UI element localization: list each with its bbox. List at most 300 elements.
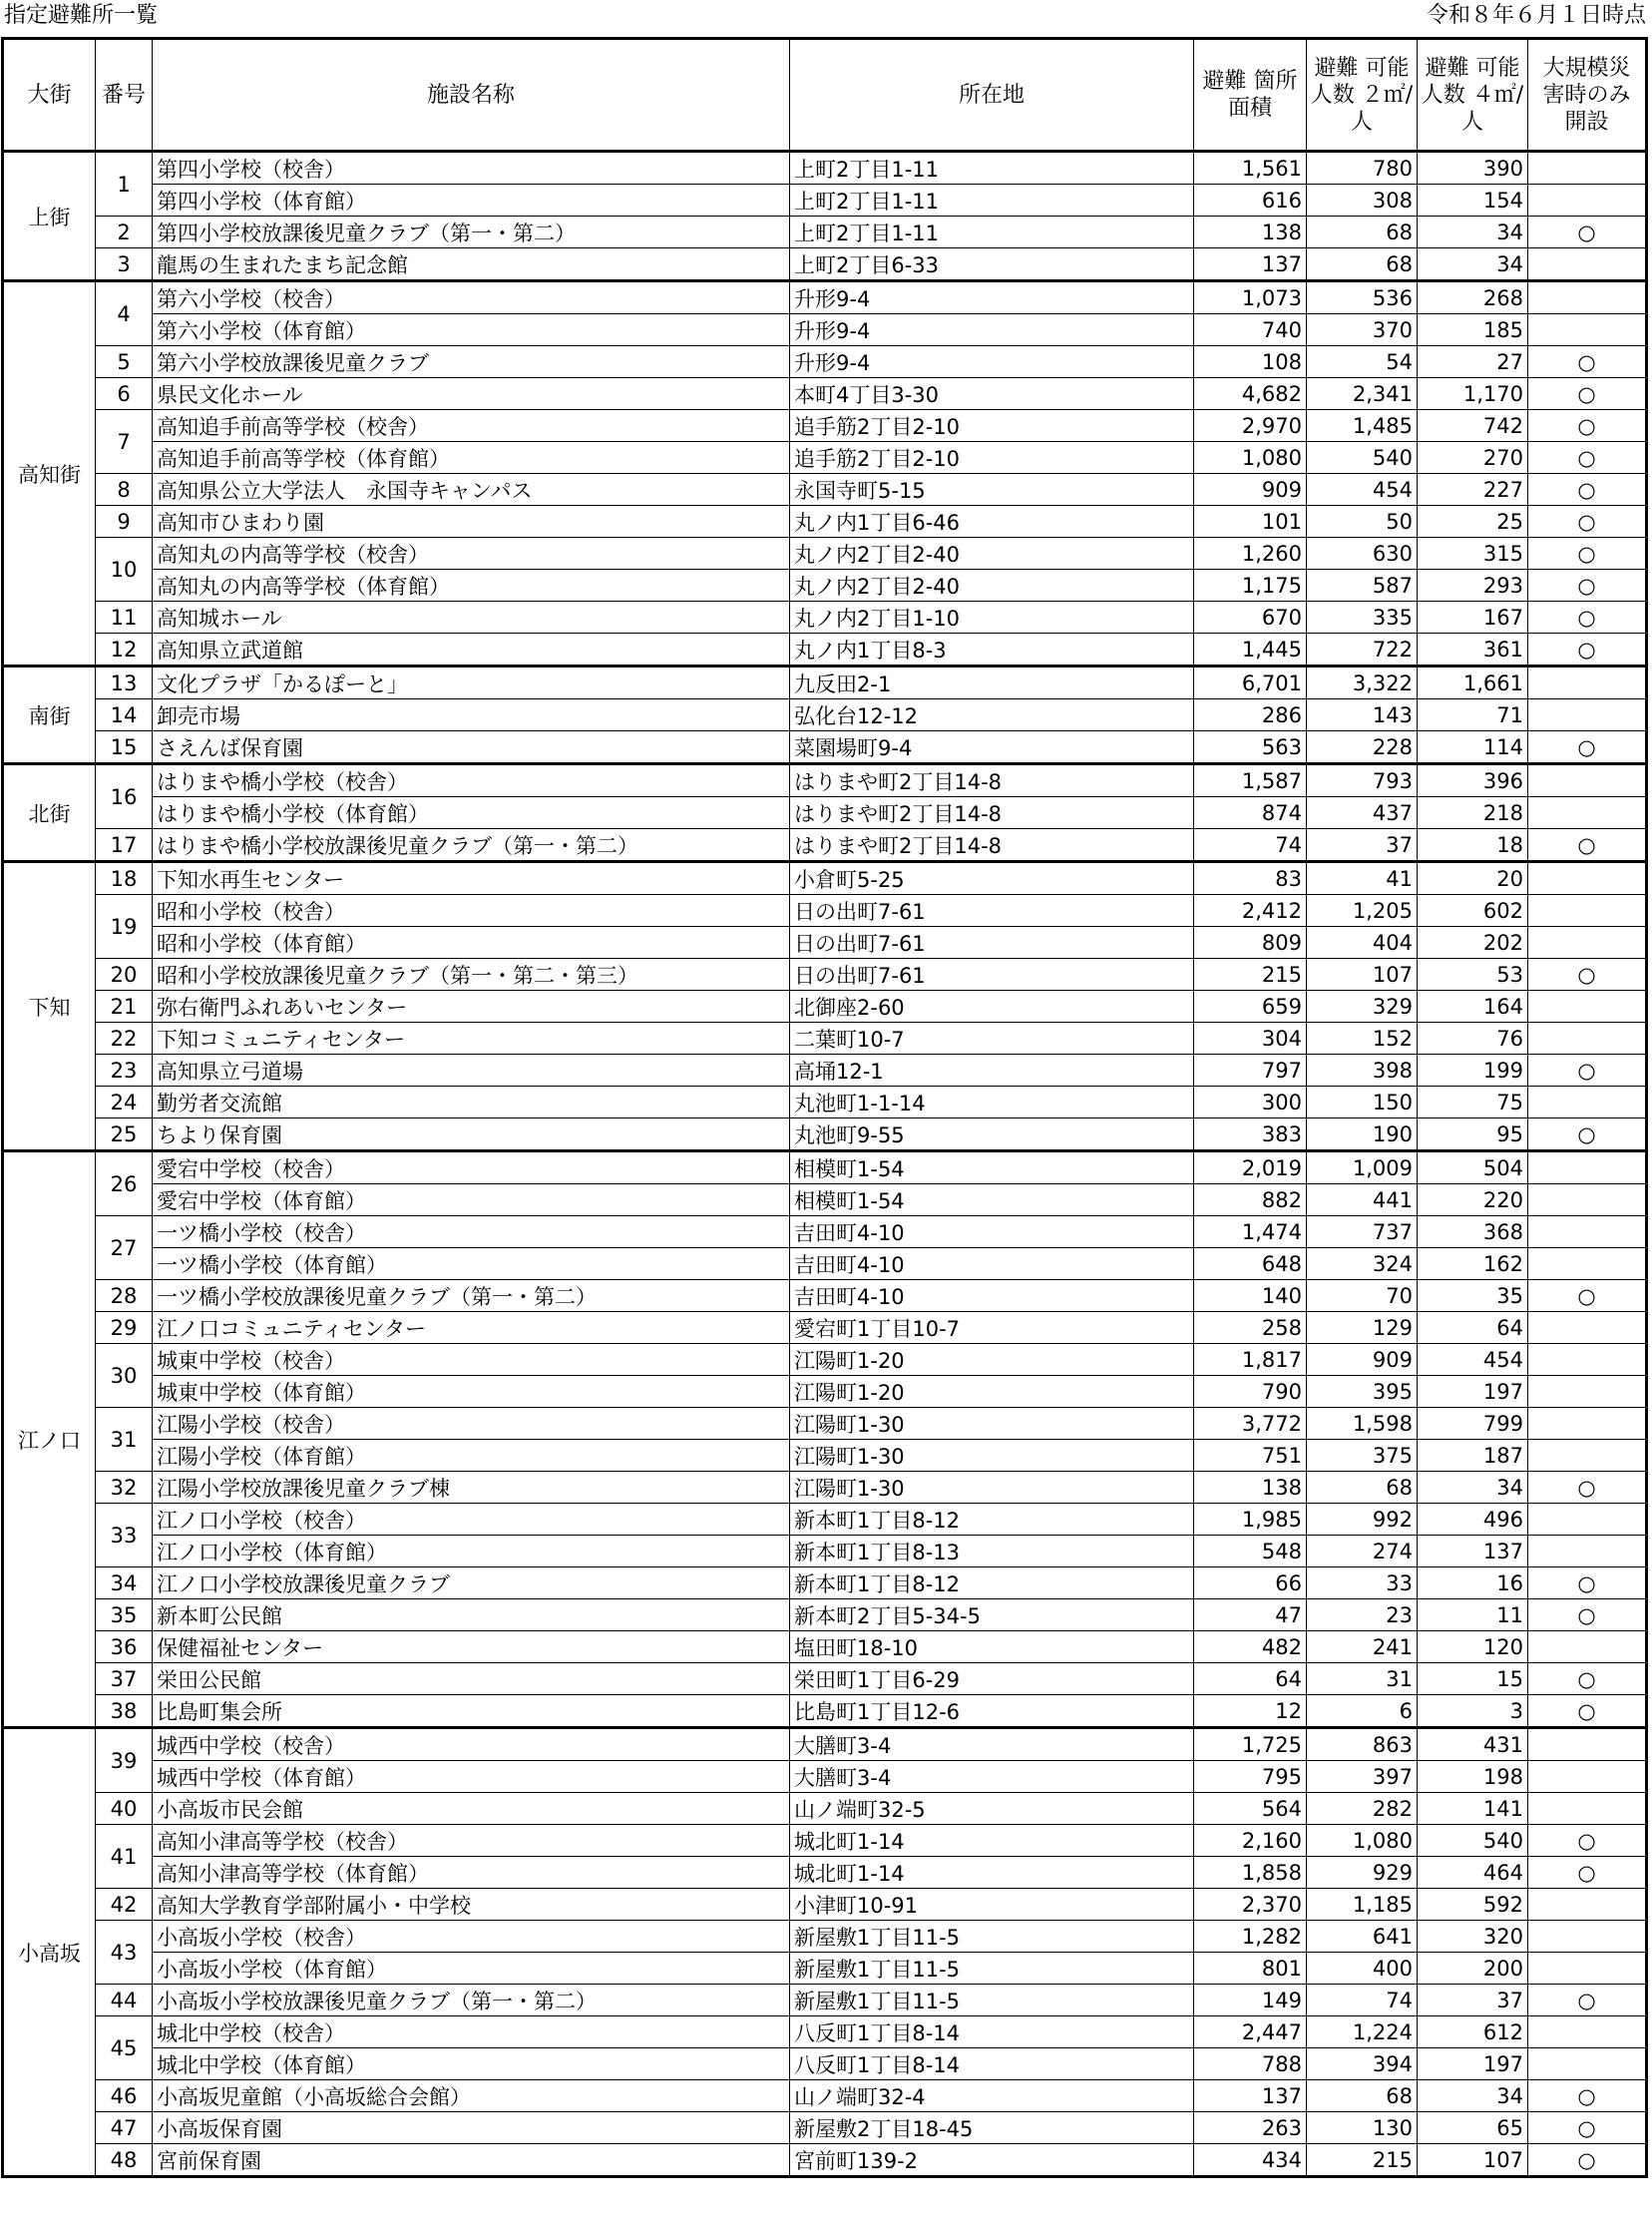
facility-name: 高知県立弓道場 xyxy=(153,1055,790,1087)
facility-name: 高知小津高等学校（校舎） xyxy=(153,1825,790,1857)
large-disaster-only-mark: ○ xyxy=(1528,506,1647,538)
large-disaster-only-mark: ○ xyxy=(1528,731,1647,764)
shelter-number: 2 xyxy=(96,217,153,248)
capacity-2sqm: 1,080 xyxy=(1307,1825,1418,1857)
table-row xyxy=(3,1663,1647,1695)
capacity-2sqm: 70 xyxy=(1307,1280,1418,1312)
facility-address: 日の出町7-61 xyxy=(790,895,1194,927)
capacity-2sqm: 540 xyxy=(1307,442,1418,474)
table-row xyxy=(3,1953,1647,1985)
shelter-area: 300 xyxy=(1194,1087,1307,1118)
shelter-number: 10 xyxy=(96,538,153,602)
capacity-2sqm: 50 xyxy=(1307,506,1418,538)
facility-name: 城西中学校（体育館） xyxy=(153,1761,790,1793)
facility-address: 塩田町18-10 xyxy=(790,1631,1194,1663)
shelter-number: 23 xyxy=(96,1055,153,1087)
table-row xyxy=(3,185,1647,217)
table-row xyxy=(3,410,1647,442)
capacity-2sqm: 68 xyxy=(1307,217,1418,248)
shelter-area: 809 xyxy=(1194,927,1307,959)
capacity-4sqm: 27 xyxy=(1418,346,1528,378)
capacity-2sqm: 335 xyxy=(1307,602,1418,634)
large-disaster-only-mark: ○ xyxy=(1528,1599,1647,1631)
facility-address: 新屋敷1丁目11-5 xyxy=(790,1921,1194,1953)
capacity-4sqm: 187 xyxy=(1418,1440,1528,1472)
table-row xyxy=(3,1728,1647,1761)
capacity-2sqm: 107 xyxy=(1307,959,1418,991)
facility-address: 丸池町1-1-14 xyxy=(790,1087,1194,1118)
facility-name: 新本町公民館 xyxy=(153,1599,790,1631)
capacity-2sqm: 3,322 xyxy=(1307,667,1418,699)
capacity-4sqm: 390 xyxy=(1418,152,1528,185)
district-cell: 小高坂 xyxy=(3,1728,96,2177)
facility-address: 城北町1-14 xyxy=(790,1857,1194,1889)
large-disaster-only-mark xyxy=(1528,281,1647,314)
shelter-number: 12 xyxy=(96,634,153,667)
shelter-number: 19 xyxy=(96,895,153,959)
table-row xyxy=(3,152,1647,185)
large-disaster-only-mark: ○ xyxy=(1528,602,1647,634)
facility-name: 第四小学校放課後児童クラブ（第一・第二） xyxy=(153,217,790,248)
capacity-4sqm: 202 xyxy=(1418,927,1528,959)
facility-name: ちより保育園 xyxy=(153,1118,790,1151)
shelter-area: 1,175 xyxy=(1194,570,1307,602)
shelter-area: 670 xyxy=(1194,602,1307,634)
capacity-4sqm: 120 xyxy=(1418,1631,1528,1663)
as-of-date: 令和８年６月１日時点 xyxy=(1426,3,1646,28)
capacity-4sqm: 361 xyxy=(1418,634,1528,667)
capacity-2sqm: 33 xyxy=(1307,1567,1418,1599)
large-disaster-only-mark xyxy=(1528,1151,1647,1184)
capacity-2sqm: 641 xyxy=(1307,1921,1418,1953)
facility-name: 愛宕中学校（校舎） xyxy=(153,1151,790,1184)
table-row xyxy=(3,2048,1647,2080)
facility-name: 小高坂保育園 xyxy=(153,2112,790,2144)
large-disaster-only-mark xyxy=(1528,1631,1647,1663)
capacity-4sqm: 3 xyxy=(1418,1695,1528,1728)
capacity-2sqm: 129 xyxy=(1307,1312,1418,1344)
shelter-number: 16 xyxy=(96,764,153,829)
shelter-area: 108 xyxy=(1194,346,1307,378)
large-disaster-only-mark: ○ xyxy=(1528,217,1647,248)
capacity-4sqm: 141 xyxy=(1418,1793,1528,1825)
facility-address: 升形9-4 xyxy=(790,314,1194,346)
col-capacity-2sqm-header: 避難 可能人数 ２㎡/人 xyxy=(1307,39,1418,152)
large-disaster-only-mark xyxy=(1528,1216,1647,1248)
capacity-4sqm: 15 xyxy=(1418,1663,1528,1695)
shelter-area: 1,725 xyxy=(1194,1728,1307,1761)
large-disaster-only-mark: ○ xyxy=(1528,1695,1647,1728)
facility-name: 江陽小学校（体育館） xyxy=(153,1440,790,1472)
table-row xyxy=(3,862,1647,895)
capacity-2sqm: 308 xyxy=(1307,185,1418,217)
facility-name: 高知追手前高等学校（校舎） xyxy=(153,410,790,442)
facility-name: 小高坂小学校（体育館） xyxy=(153,1953,790,1985)
capacity-4sqm: 198 xyxy=(1418,1761,1528,1793)
shelter-number: 36 xyxy=(96,1631,153,1663)
table-row xyxy=(3,378,1647,410)
capacity-4sqm: 218 xyxy=(1418,797,1528,829)
large-disaster-only-mark xyxy=(1528,764,1647,797)
shelter-area: 788 xyxy=(1194,2048,1307,2080)
facility-address: 愛宕町1丁目10-7 xyxy=(790,1312,1194,1344)
table-row xyxy=(3,346,1647,378)
capacity-2sqm: 190 xyxy=(1307,1118,1418,1151)
shelter-area: 12 xyxy=(1194,1695,1307,1728)
large-disaster-only-mark: ○ xyxy=(1528,1663,1647,1695)
large-disaster-only-mark: ○ xyxy=(1528,1857,1647,1889)
capacity-2sqm: 1,185 xyxy=(1307,1889,1418,1921)
shelter-area: 137 xyxy=(1194,2080,1307,2112)
table-row xyxy=(3,217,1647,248)
capacity-4sqm: 612 xyxy=(1418,2016,1528,2048)
capacity-2sqm: 1,598 xyxy=(1307,1408,1418,1440)
capacity-2sqm: 395 xyxy=(1307,1376,1418,1408)
capacity-2sqm: 370 xyxy=(1307,314,1418,346)
shelter-number: 33 xyxy=(96,1504,153,1567)
capacity-4sqm: 114 xyxy=(1418,731,1528,764)
large-disaster-only-mark: ○ xyxy=(1528,474,1647,506)
large-disaster-only-mark: ○ xyxy=(1528,829,1647,862)
capacity-2sqm: 329 xyxy=(1307,991,1418,1023)
capacity-2sqm: 737 xyxy=(1307,1216,1418,1248)
large-disaster-only-mark xyxy=(1528,1344,1647,1376)
large-disaster-only-mark: ○ xyxy=(1528,1825,1647,1857)
large-disaster-only-mark: ○ xyxy=(1528,378,1647,410)
capacity-2sqm: 454 xyxy=(1307,474,1418,506)
shelter-area: 648 xyxy=(1194,1248,1307,1280)
facility-name: 高知丸の内高等学校（校舎） xyxy=(153,538,790,570)
table-row xyxy=(3,314,1647,346)
capacity-4sqm: 227 xyxy=(1418,474,1528,506)
shelter-area: 1,858 xyxy=(1194,1857,1307,1889)
capacity-4sqm: 137 xyxy=(1418,1536,1528,1567)
facility-address: 上町2丁目6-33 xyxy=(790,248,1194,281)
table-row xyxy=(3,2144,1647,2177)
table-row xyxy=(3,1055,1647,1087)
capacity-2sqm: 722 xyxy=(1307,634,1418,667)
facility-address: 山ノ端町32-4 xyxy=(790,2080,1194,2112)
table-row xyxy=(3,1761,1647,1793)
capacity-2sqm: 536 xyxy=(1307,281,1418,314)
capacity-4sqm: 107 xyxy=(1418,2144,1528,2177)
capacity-4sqm: 602 xyxy=(1418,895,1528,927)
shelter-number: 26 xyxy=(96,1151,153,1216)
facility-name: 宮前保育園 xyxy=(153,2144,790,2177)
capacity-2sqm: 282 xyxy=(1307,1793,1418,1825)
facility-name: 高知大学教育学部附属小・中学校 xyxy=(153,1889,790,1921)
shelter-area: 563 xyxy=(1194,731,1307,764)
capacity-4sqm: 293 xyxy=(1418,570,1528,602)
facility-address: 追手筋2丁目2-10 xyxy=(790,410,1194,442)
capacity-4sqm: 1,661 xyxy=(1418,667,1528,699)
facility-name: 高知県公立大学法人 永国寺キャンパス xyxy=(153,474,790,506)
capacity-4sqm: 71 xyxy=(1418,699,1528,731)
facility-name: 第四小学校（校舎） xyxy=(153,152,790,185)
large-disaster-only-mark xyxy=(1528,1504,1647,1536)
shelter-area: 149 xyxy=(1194,1985,1307,2016)
capacity-4sqm: 34 xyxy=(1418,248,1528,281)
shelter-area: 383 xyxy=(1194,1118,1307,1151)
shelter-area: 2,412 xyxy=(1194,895,1307,927)
facility-address: 吉田町4-10 xyxy=(790,1280,1194,1312)
capacity-4sqm: 34 xyxy=(1418,2080,1528,2112)
facility-name: 江陽小学校（校舎） xyxy=(153,1408,790,1440)
shelter-number: 28 xyxy=(96,1280,153,1312)
facility-address: 永国寺町5-15 xyxy=(790,474,1194,506)
facility-address: 小倉町5-25 xyxy=(790,862,1194,895)
shelter-number: 46 xyxy=(96,2080,153,2112)
col-address-header: 所在地 xyxy=(790,39,1194,152)
capacity-4sqm: 11 xyxy=(1418,1599,1528,1631)
facility-name: 勤労者交流館 xyxy=(153,1087,790,1118)
large-disaster-only-mark xyxy=(1528,1440,1647,1472)
facility-name: 城東中学校（体育館） xyxy=(153,1376,790,1408)
table-row xyxy=(3,1889,1647,1921)
shelter-area: 137 xyxy=(1194,248,1307,281)
shelter-area: 874 xyxy=(1194,797,1307,829)
facility-address: 比島町1丁目12-6 xyxy=(790,1695,1194,1728)
capacity-2sqm: 1,205 xyxy=(1307,895,1418,927)
table-row xyxy=(3,1312,1647,1344)
district-cell: 上街 xyxy=(3,152,96,281)
shelter-area: 1,282 xyxy=(1194,1921,1307,1953)
table-row xyxy=(3,1536,1647,1567)
large-disaster-only-mark xyxy=(1528,248,1647,281)
capacity-4sqm: 197 xyxy=(1418,2048,1528,2080)
facility-address: 新本町1丁目8-12 xyxy=(790,1567,1194,1599)
shelter-number: 40 xyxy=(96,1793,153,1825)
facility-name: 江ノ口小学校放課後児童クラブ xyxy=(153,1567,790,1599)
facility-name: 文化プラザ「かるぽーと」 xyxy=(153,667,790,699)
large-disaster-only-mark: ○ xyxy=(1528,1280,1647,1312)
large-disaster-only-mark xyxy=(1528,927,1647,959)
table-row xyxy=(3,1921,1647,1953)
shelter-number: 6 xyxy=(96,378,153,410)
shelter-number: 13 xyxy=(96,667,153,699)
facility-address: はりまや町2丁目14-8 xyxy=(790,764,1194,797)
shelter-area: 1,985 xyxy=(1194,1504,1307,1536)
shelter-number: 17 xyxy=(96,829,153,862)
table-row xyxy=(3,667,1647,699)
table-row xyxy=(3,991,1647,1023)
facility-address: 新屋敷1丁目11-5 xyxy=(790,1985,1194,2016)
capacity-4sqm: 592 xyxy=(1418,1889,1528,1921)
facility-address: 日の出町7-61 xyxy=(790,927,1194,959)
capacity-2sqm: 241 xyxy=(1307,1631,1418,1663)
shelter-area: 1,073 xyxy=(1194,281,1307,314)
shelter-area: 258 xyxy=(1194,1312,1307,1344)
facility-address: 江陽町1-30 xyxy=(790,1408,1194,1440)
table-row xyxy=(3,1631,1647,1663)
shelter-area: 140 xyxy=(1194,1280,1307,1312)
capacity-4sqm: 65 xyxy=(1418,2112,1528,2144)
large-disaster-only-mark: ○ xyxy=(1528,2080,1647,2112)
capacity-2sqm: 41 xyxy=(1307,862,1418,895)
capacity-4sqm: 199 xyxy=(1418,1055,1528,1087)
shelter-number: 25 xyxy=(96,1118,153,1151)
facility-address: 丸池町9-55 xyxy=(790,1118,1194,1151)
shelter-number: 31 xyxy=(96,1408,153,1472)
facility-address: 江陽町1-30 xyxy=(790,1472,1194,1504)
shelter-area: 751 xyxy=(1194,1440,1307,1472)
table-row xyxy=(3,1793,1647,1825)
shelter-number: 7 xyxy=(96,410,153,474)
shelter-area: 2,447 xyxy=(1194,2016,1307,2048)
facility-address: 新本町2丁目5-34-5 xyxy=(790,1599,1194,1631)
large-disaster-only-mark xyxy=(1528,1793,1647,1825)
shelter-table xyxy=(1,37,1648,2178)
facility-name: 城東中学校（校舎） xyxy=(153,1344,790,1376)
facility-name: 第四小学校（体育館） xyxy=(153,185,790,217)
capacity-4sqm: 167 xyxy=(1418,602,1528,634)
capacity-4sqm: 504 xyxy=(1418,1151,1528,1184)
shelter-number: 48 xyxy=(96,2144,153,2177)
capacity-4sqm: 16 xyxy=(1418,1567,1528,1599)
facility-name: 保健福祉センター xyxy=(153,1631,790,1663)
shelter-number: 44 xyxy=(96,1985,153,2016)
capacity-4sqm: 464 xyxy=(1418,1857,1528,1889)
facility-name: 下知コミュニティセンター xyxy=(153,1023,790,1055)
large-disaster-only-mark xyxy=(1528,2016,1647,2048)
facility-name: 昭和小学校（体育館） xyxy=(153,927,790,959)
district-cell: 下知 xyxy=(3,862,96,1151)
capacity-2sqm: 143 xyxy=(1307,699,1418,731)
large-disaster-only-mark xyxy=(1528,1953,1647,1985)
facility-name: 栄田公民館 xyxy=(153,1663,790,1695)
facility-address: 北御座2-60 xyxy=(790,991,1194,1023)
capacity-4sqm: 20 xyxy=(1418,862,1528,895)
facility-address: 丸ノ内2丁目2-40 xyxy=(790,538,1194,570)
large-disaster-only-mark: ○ xyxy=(1528,1985,1647,2016)
shelter-area: 1,474 xyxy=(1194,1216,1307,1248)
facility-address: 上町2丁目1-11 xyxy=(790,152,1194,185)
facility-name: 愛宕中学校（体育館） xyxy=(153,1184,790,1216)
shelter-number: 47 xyxy=(96,2112,153,2144)
large-disaster-only-mark: ○ xyxy=(1528,959,1647,991)
capacity-2sqm: 215 xyxy=(1307,2144,1418,2177)
large-disaster-only-mark xyxy=(1528,185,1647,217)
capacity-2sqm: 437 xyxy=(1307,797,1418,829)
large-disaster-only-mark xyxy=(1528,1536,1647,1567)
capacity-4sqm: 220 xyxy=(1418,1184,1528,1216)
capacity-2sqm: 929 xyxy=(1307,1857,1418,1889)
shelter-number: 20 xyxy=(96,959,153,991)
facility-name: 昭和小学校放課後児童クラブ（第一・第二・第三） xyxy=(153,959,790,991)
large-disaster-only-mark xyxy=(1528,797,1647,829)
capacity-4sqm: 164 xyxy=(1418,991,1528,1023)
shelter-number: 5 xyxy=(96,346,153,378)
shelter-number: 34 xyxy=(96,1567,153,1599)
table-row xyxy=(3,1376,1647,1408)
shelter-area: 3,772 xyxy=(1194,1408,1307,1440)
facility-address: 丸ノ内2丁目1-10 xyxy=(790,602,1194,634)
facility-name: 第六小学校放課後児童クラブ xyxy=(153,346,790,378)
large-disaster-only-mark xyxy=(1528,152,1647,185)
col-number-header: 番号 xyxy=(96,39,153,152)
facility-address: 二葉町10-7 xyxy=(790,1023,1194,1055)
facility-name: 一ツ橋小学校（校舎） xyxy=(153,1216,790,1248)
facility-address: 日の出町7-61 xyxy=(790,959,1194,991)
table-row xyxy=(3,634,1647,667)
capacity-2sqm: 150 xyxy=(1307,1087,1418,1118)
table-row xyxy=(3,1599,1647,1631)
facility-address: 九反田2-1 xyxy=(790,667,1194,699)
shelter-area: 263 xyxy=(1194,2112,1307,2144)
shelter-area: 2,970 xyxy=(1194,410,1307,442)
page-title: 指定避難所一覧 xyxy=(4,3,159,28)
shelter-area: 83 xyxy=(1194,862,1307,895)
facility-address: 新本町1丁目8-12 xyxy=(790,1504,1194,1536)
facility-address: 相模町1-54 xyxy=(790,1151,1194,1184)
capacity-2sqm: 992 xyxy=(1307,1504,1418,1536)
facility-address: 相模町1-54 xyxy=(790,1184,1194,1216)
table-row xyxy=(3,474,1647,506)
table-row xyxy=(3,2112,1647,2144)
shelter-area: 790 xyxy=(1194,1376,1307,1408)
shelter-area: 882 xyxy=(1194,1184,1307,1216)
shelter-number: 3 xyxy=(96,248,153,281)
capacity-2sqm: 793 xyxy=(1307,764,1418,797)
capacity-2sqm: 274 xyxy=(1307,1536,1418,1567)
capacity-2sqm: 587 xyxy=(1307,570,1418,602)
shelter-area: 795 xyxy=(1194,1761,1307,1793)
shelter-area: 1,587 xyxy=(1194,764,1307,797)
table-row xyxy=(3,699,1647,731)
shelter-number: 39 xyxy=(96,1728,153,1793)
table-header-row xyxy=(3,39,1647,152)
table-row xyxy=(3,1184,1647,1216)
col-name-header: 施設名称 xyxy=(153,39,790,152)
facility-address: 升形9-4 xyxy=(790,281,1194,314)
facility-address: はりまや町2丁目14-8 xyxy=(790,797,1194,829)
large-disaster-only-mark: ○ xyxy=(1528,442,1647,474)
capacity-2sqm: 23 xyxy=(1307,1599,1418,1631)
large-disaster-only-mark: ○ xyxy=(1528,1567,1647,1599)
table-row xyxy=(3,1985,1647,2016)
district-cell: 南街 xyxy=(3,667,96,764)
shelter-area: 4,682 xyxy=(1194,378,1307,410)
facility-address: 上町2丁目1-11 xyxy=(790,217,1194,248)
capacity-4sqm: 496 xyxy=(1418,1504,1528,1536)
facility-address: 上町2丁目1-11 xyxy=(790,185,1194,217)
capacity-4sqm: 315 xyxy=(1418,538,1528,570)
facility-address: 吉田町4-10 xyxy=(790,1216,1194,1248)
district-cell: 北街 xyxy=(3,764,96,862)
large-disaster-only-mark: ○ xyxy=(1528,2144,1647,2177)
facility-address: 八反町1丁目8-14 xyxy=(790,2016,1194,2048)
capacity-2sqm: 441 xyxy=(1307,1184,1418,1216)
shelter-number: 45 xyxy=(96,2016,153,2080)
facility-name: 高知県立武道館 xyxy=(153,634,790,667)
large-disaster-only-mark xyxy=(1528,895,1647,927)
shelter-number: 42 xyxy=(96,1889,153,1921)
facility-address: 大膳町3-4 xyxy=(790,1761,1194,1793)
facility-name: 江ノ口コミュニティセンター xyxy=(153,1312,790,1344)
col-district-header: 大街 xyxy=(3,39,96,152)
shelter-area: 47 xyxy=(1194,1599,1307,1631)
shelter-area: 548 xyxy=(1194,1536,1307,1567)
table-row xyxy=(3,281,1647,314)
capacity-2sqm: 400 xyxy=(1307,1953,1418,1985)
capacity-4sqm: 270 xyxy=(1418,442,1528,474)
facility-address: 小津町10-91 xyxy=(790,1889,1194,1921)
capacity-2sqm: 909 xyxy=(1307,1344,1418,1376)
shelter-number: 9 xyxy=(96,506,153,538)
capacity-2sqm: 54 xyxy=(1307,346,1418,378)
capacity-2sqm: 228 xyxy=(1307,731,1418,764)
capacity-4sqm: 37 xyxy=(1418,1985,1528,2016)
